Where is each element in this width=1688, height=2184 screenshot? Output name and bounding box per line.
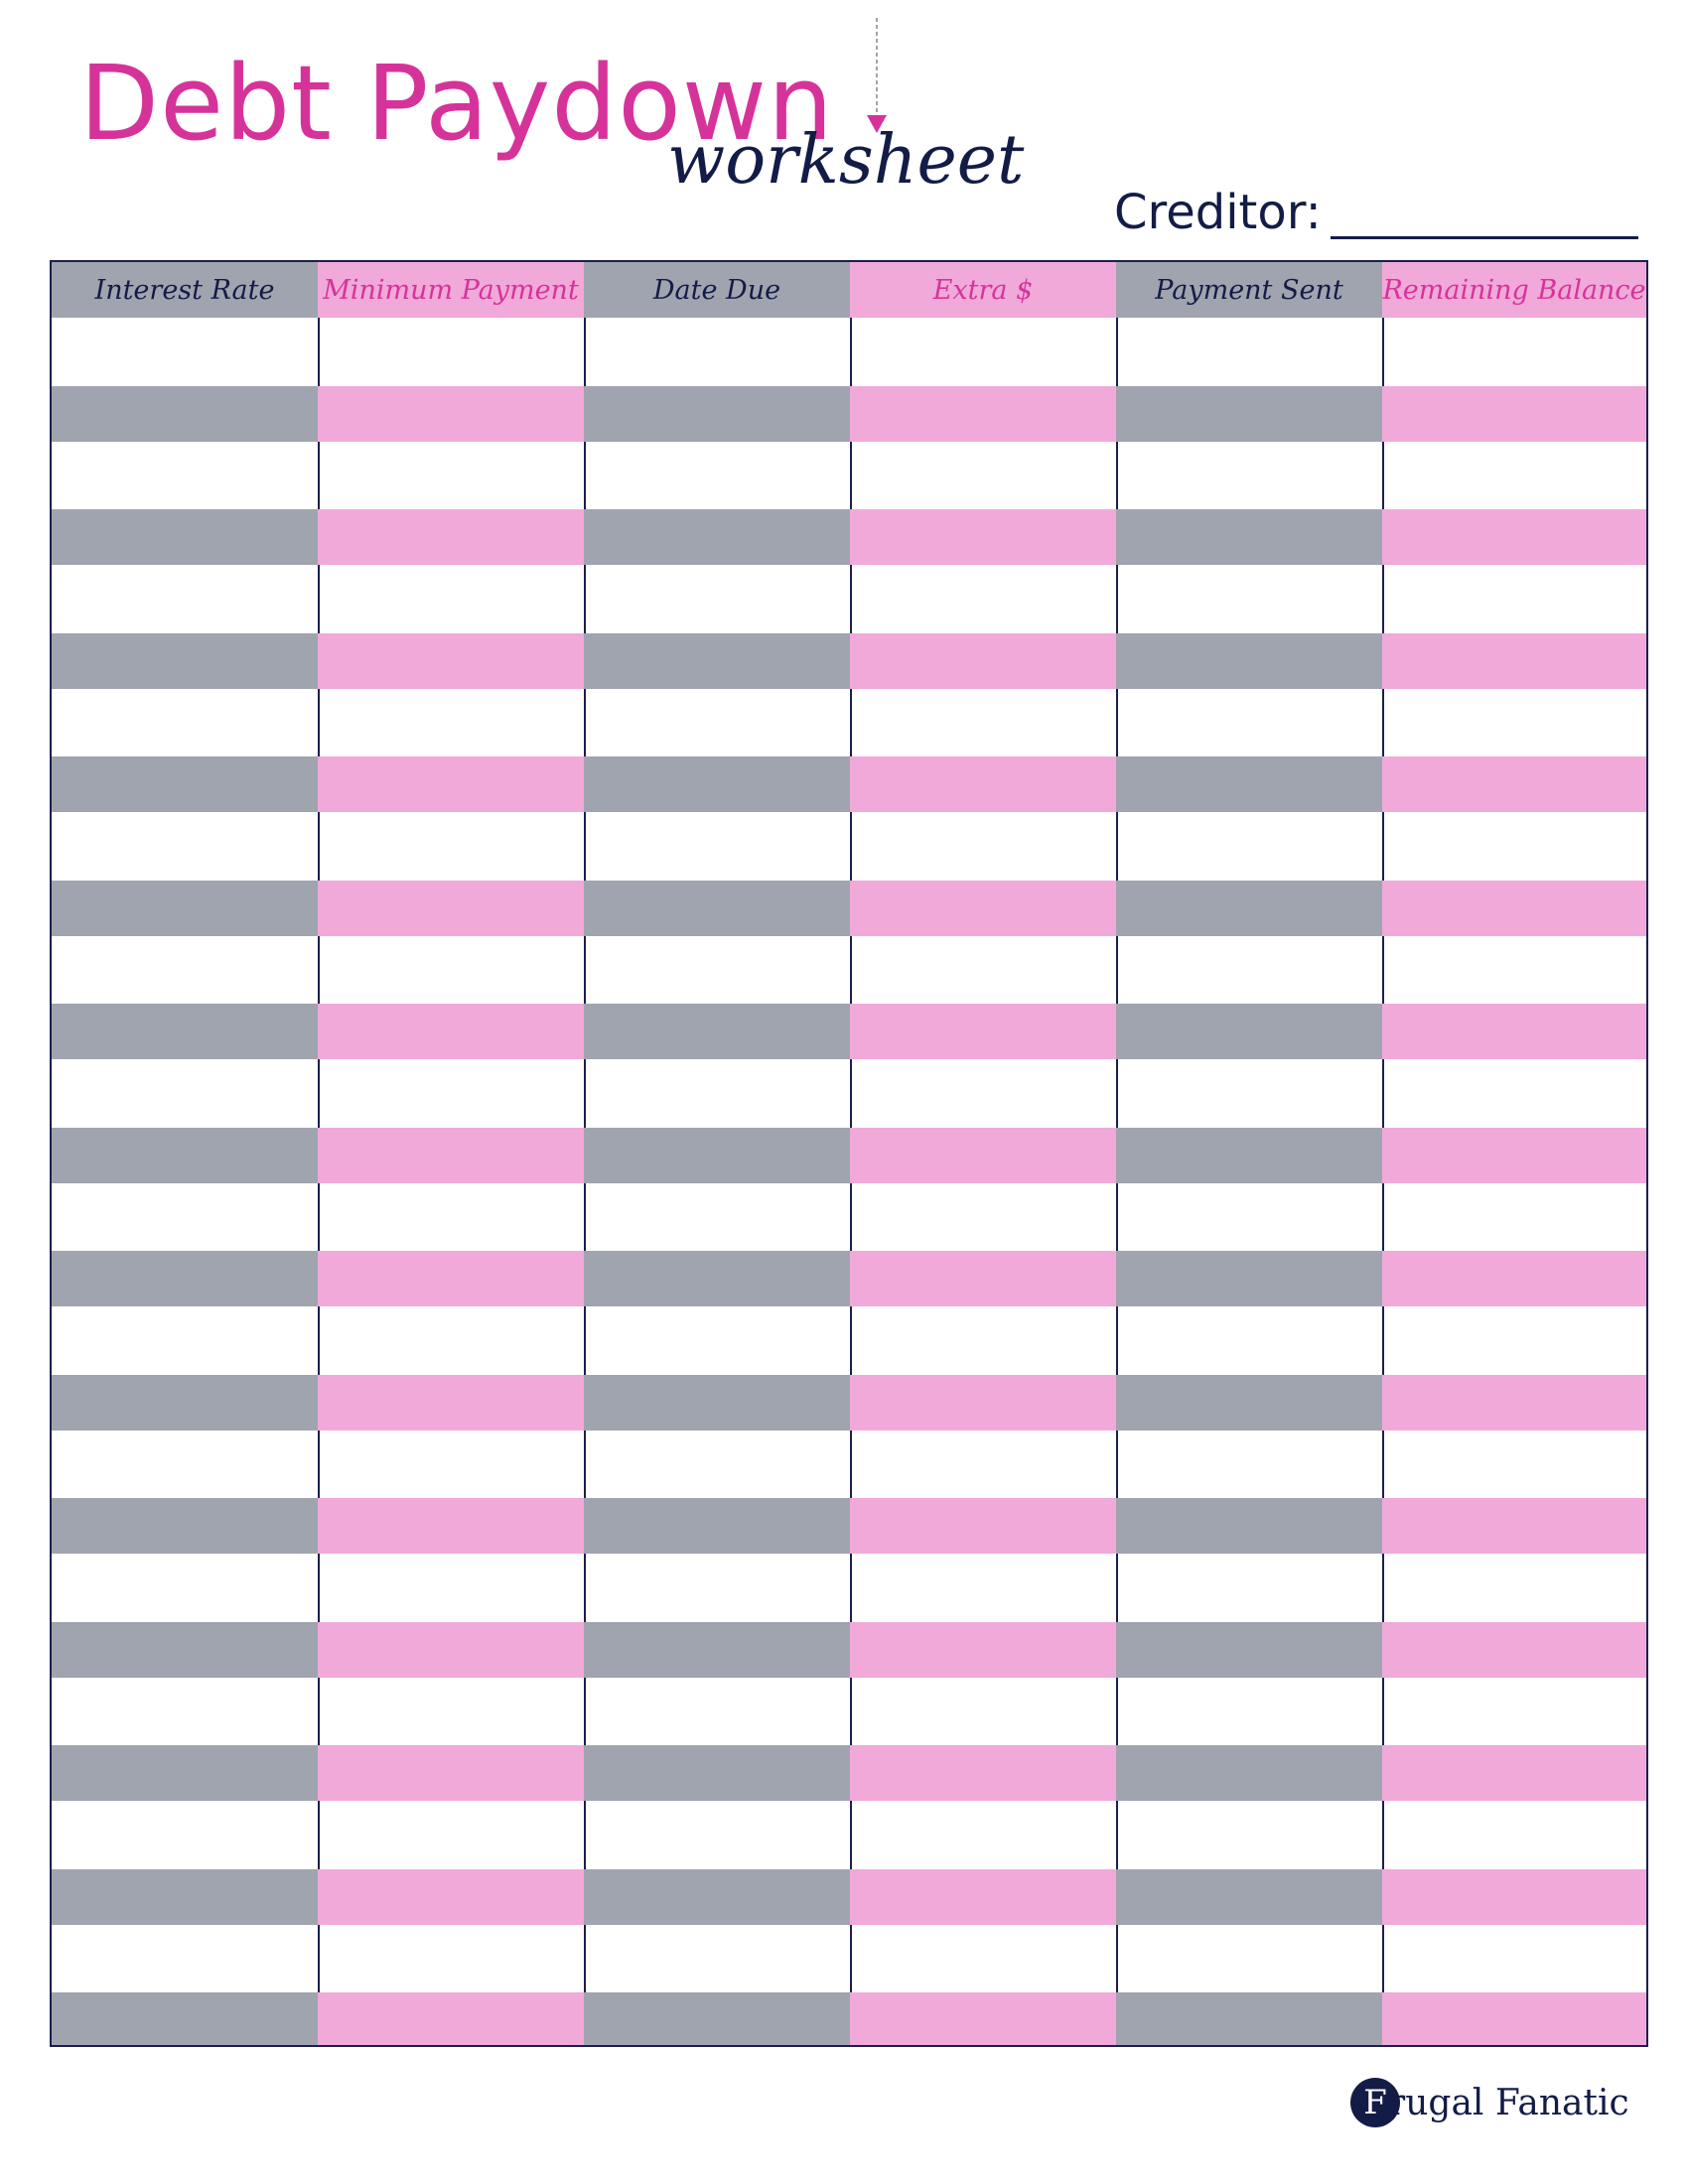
stripe-row[interactable] — [1116, 1869, 1382, 1925]
stripe-row[interactable] — [1382, 881, 1646, 936]
column-header: Remaining Balance — [1382, 262, 1646, 318]
stripe-row[interactable] — [850, 509, 1116, 565]
stripe-row[interactable] — [318, 1869, 584, 1925]
stripe-row[interactable] — [52, 1128, 318, 1183]
stripe-row[interactable] — [318, 1498, 584, 1554]
stripe-row[interactable] — [52, 1622, 318, 1678]
stripe-row[interactable] — [1382, 1498, 1646, 1554]
stripe-row[interactable] — [1382, 1869, 1646, 1925]
brand-logo — [1350, 2077, 1629, 2128]
stripe-row[interactable] — [1116, 386, 1382, 442]
stripe-row[interactable] — [584, 1498, 850, 1554]
stripe-row[interactable] — [52, 1251, 318, 1306]
stripe-row[interactable] — [584, 1375, 850, 1431]
stripe-row[interactable] — [1382, 1128, 1646, 1183]
stripe-row[interactable] — [318, 1128, 584, 1183]
stripe-row[interactable] — [52, 1004, 318, 1059]
creditor-field[interactable] — [1331, 236, 1638, 239]
stripe-row[interactable] — [850, 1375, 1116, 1431]
stripe-row[interactable] — [1116, 1622, 1382, 1678]
stripe-row[interactable] — [1116, 881, 1382, 936]
stripe-row[interactable] — [318, 386, 584, 442]
stripe-row[interactable] — [1116, 1745, 1382, 1801]
stripe-row[interactable] — [318, 1251, 584, 1306]
column-minimum-payment — [318, 262, 586, 2045]
brand-name: rugal Fanatic — [1388, 2082, 1629, 2123]
stripe-row[interactable] — [850, 1128, 1116, 1183]
stripe-row[interactable] — [1116, 509, 1382, 565]
stripe-row[interactable] — [1382, 509, 1646, 565]
stripe-row[interactable] — [318, 881, 584, 936]
stripe-row[interactable] — [850, 1498, 1116, 1554]
stripe-row[interactable] — [1116, 1004, 1382, 1059]
stripe-row[interactable] — [584, 386, 850, 442]
stripe-row[interactable] — [52, 1375, 318, 1431]
stripe-row[interactable] — [850, 756, 1116, 812]
stripe-row[interactable] — [52, 1869, 318, 1925]
stripe-row[interactable] — [52, 1992, 318, 2047]
stripe-row[interactable] — [1116, 756, 1382, 812]
stripe-row[interactable] — [850, 633, 1116, 689]
page-title: Debt Paydown — [79, 43, 834, 164]
stripe-row[interactable] — [318, 509, 584, 565]
stripe-row[interactable] — [1382, 1622, 1646, 1678]
stripe-row[interactable] — [584, 633, 850, 689]
stripe-row[interactable] — [850, 1869, 1116, 1925]
column-header: Date Due — [584, 262, 850, 318]
page-subtitle: worksheet — [667, 121, 1025, 200]
stripe-row[interactable] — [584, 1869, 850, 1925]
stripe-row[interactable] — [1382, 1992, 1646, 2047]
stripe-row[interactable] — [1382, 386, 1646, 442]
stripe-row[interactable] — [584, 1004, 850, 1059]
stripe-row[interactable] — [52, 386, 318, 442]
stripe-row[interactable] — [850, 1251, 1116, 1306]
stripe-row[interactable] — [850, 881, 1116, 936]
stripe-row[interactable] — [318, 1992, 584, 2047]
column-payment-sent — [1116, 262, 1384, 2045]
stripe-row[interactable] — [850, 386, 1116, 442]
stripe-row[interactable] — [850, 1004, 1116, 1059]
arrow-down-icon — [864, 18, 890, 137]
stripe-row[interactable] — [850, 1622, 1116, 1678]
stripe-row[interactable] — [584, 1622, 850, 1678]
stripe-row[interactable] — [52, 1745, 318, 1801]
stripe-row[interactable] — [1382, 633, 1646, 689]
stripe-row[interactable] — [584, 756, 850, 812]
column-remaining-balance — [1382, 262, 1646, 2045]
stripe-row[interactable] — [1116, 633, 1382, 689]
stripe-row[interactable] — [52, 1498, 318, 1554]
stripe-row[interactable] — [584, 881, 850, 936]
stripe-row[interactable] — [318, 633, 584, 689]
stripe-row[interactable] — [318, 1004, 584, 1059]
stripe-row[interactable] — [1116, 1498, 1382, 1554]
stripe-row[interactable] — [584, 1251, 850, 1306]
stripe-row[interactable] — [584, 1128, 850, 1183]
column-date-due — [584, 262, 852, 2045]
column-header: Extra $ — [850, 262, 1116, 318]
stripe-row[interactable] — [52, 881, 318, 936]
worksheet-table — [50, 260, 1648, 2047]
stripe-row[interactable] — [1382, 1251, 1646, 1306]
brand-initial: F — [1350, 2078, 1400, 2127]
stripe-row[interactable] — [52, 633, 318, 689]
stripe-row[interactable] — [1382, 1375, 1646, 1431]
stripe-row[interactable] — [584, 1745, 850, 1801]
stripe-row[interactable] — [584, 509, 850, 565]
column-header: Interest Rate — [52, 262, 318, 318]
stripe-row[interactable] — [318, 1745, 584, 1801]
stripe-row[interactable] — [318, 1375, 584, 1431]
column-header: Minimum Payment — [318, 262, 584, 318]
creditor-label: Creditor: — [1114, 185, 1322, 240]
column-extra — [850, 262, 1118, 2045]
stripe-row[interactable] — [52, 509, 318, 565]
stripe-row[interactable] — [584, 1992, 850, 2047]
stripe-row[interactable] — [1382, 1745, 1646, 1801]
stripe-row[interactable] — [1382, 756, 1646, 812]
column-interest-rate — [52, 262, 320, 2045]
column-header: Payment Sent — [1116, 262, 1382, 318]
stripe-row[interactable] — [1116, 1251, 1382, 1306]
stripe-row[interactable] — [1116, 1992, 1382, 2047]
stripe-row[interactable] — [52, 756, 318, 812]
stripe-row[interactable] — [1116, 1375, 1382, 1431]
stripe-row[interactable] — [850, 1745, 1116, 1801]
stripe-row[interactable] — [318, 1622, 584, 1678]
stripe-row[interactable] — [850, 1992, 1116, 2047]
stripe-row[interactable] — [1116, 1128, 1382, 1183]
stripe-row[interactable] — [318, 756, 584, 812]
stripe-row[interactable] — [1382, 1004, 1646, 1059]
